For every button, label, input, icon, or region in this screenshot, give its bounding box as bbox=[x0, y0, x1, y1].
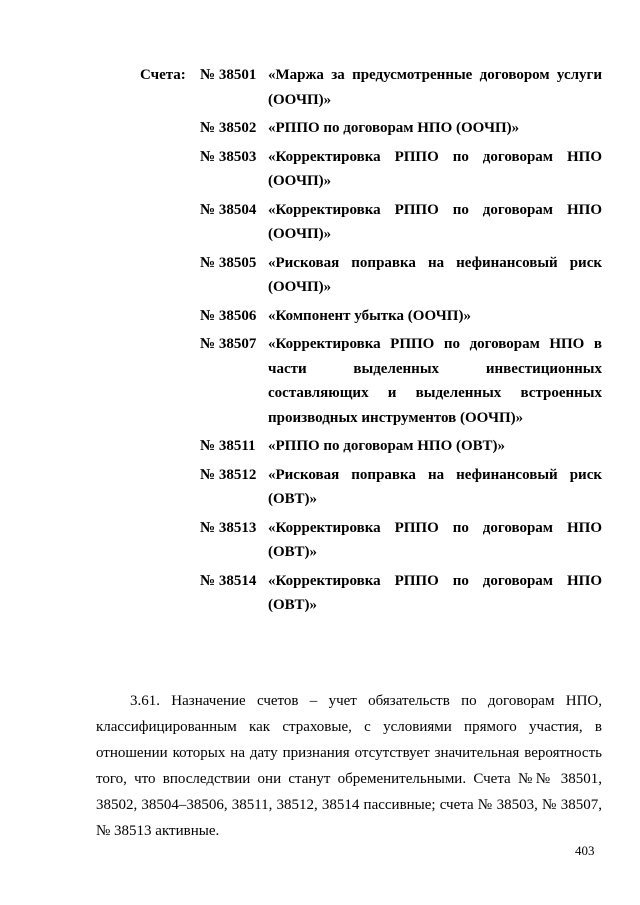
account-description: «Корректировка РППО по договорам НПО (ООЧП)» bbox=[268, 148, 602, 189]
account-row-38505 bbox=[140, 251, 602, 300]
account-row-38501 bbox=[140, 63, 602, 112]
account-row-38514 bbox=[140, 569, 602, 618]
body-paragraph: 3.61. Назначение счетов – учет обязательств по договорам НПО, классифицированным как страховые, с условиями прямого участия, в отношении которых на дату признания отсутствует значительная вероятность того, что впоследствии они станут обременительными. Счета №№ 38501, 38502, 38504–38506, 38511, 38512, 38514 пассивные; счета № 38503, № 38507, № 38513 активные. bbox=[96, 693, 602, 839]
account-row-38502 bbox=[140, 116, 602, 141]
account-number: № 38513 bbox=[200, 519, 257, 536]
account-description: «Рисковая поправка на нефинансовый риск (ООЧП)» bbox=[268, 254, 602, 295]
account-number: № 38507 bbox=[200, 336, 257, 352]
account-description: «Корректировка РППО по договорам НПО в части выделенных инвестиционных составляющих и выделенных встроенных производных инструментов (ООЧП)» bbox=[268, 336, 602, 426]
account-row-38504 bbox=[140, 198, 602, 247]
account-row-38513 bbox=[140, 516, 602, 565]
account-row-38507 bbox=[140, 332, 602, 430]
account-description: «Компонент убытка (ООЧП)» bbox=[268, 307, 471, 324]
accounts-label: Счета: bbox=[140, 67, 186, 83]
account-number: № 38501 bbox=[200, 67, 257, 83]
account-number: № 38514 bbox=[200, 572, 257, 589]
account-description: «Рисковая поправка на нефинансовый риск (ОВТ)» bbox=[268, 466, 602, 507]
account-description: «РППО по договорам НПО (ОВТ)» bbox=[268, 438, 505, 454]
account-row-38512 bbox=[140, 463, 602, 512]
page-number: 403 bbox=[575, 843, 595, 858]
account-description: «РППО по договорам НПО (ООЧП)» bbox=[268, 120, 520, 136]
account-row-38511 bbox=[140, 434, 602, 459]
account-row-38506 bbox=[140, 304, 602, 329]
account-number: № 38503 bbox=[200, 148, 257, 165]
account-number: № 38512 bbox=[200, 466, 257, 483]
account-description: «Корректировка РППО по договорам НПО (ОВТ)» bbox=[268, 519, 602, 560]
account-number: № 38506 bbox=[200, 307, 257, 324]
account-description: «Корректировка РППО по договорам НПО (ООЧП)» bbox=[268, 201, 602, 242]
account-number: № 38505 bbox=[200, 254, 257, 271]
account-number: № 38504 bbox=[200, 201, 257, 218]
account-description: «Маржа за предусмотренные договором услуги (ООЧП)» bbox=[268, 67, 602, 108]
account-row-38503 bbox=[140, 145, 602, 194]
accounts-list bbox=[140, 63, 602, 622]
account-number: № 38502 bbox=[200, 120, 257, 136]
account-description: «Корректировка РППО по договорам НПО (ОВТ)» bbox=[268, 572, 602, 613]
account-number: № 38511 bbox=[200, 438, 256, 454]
